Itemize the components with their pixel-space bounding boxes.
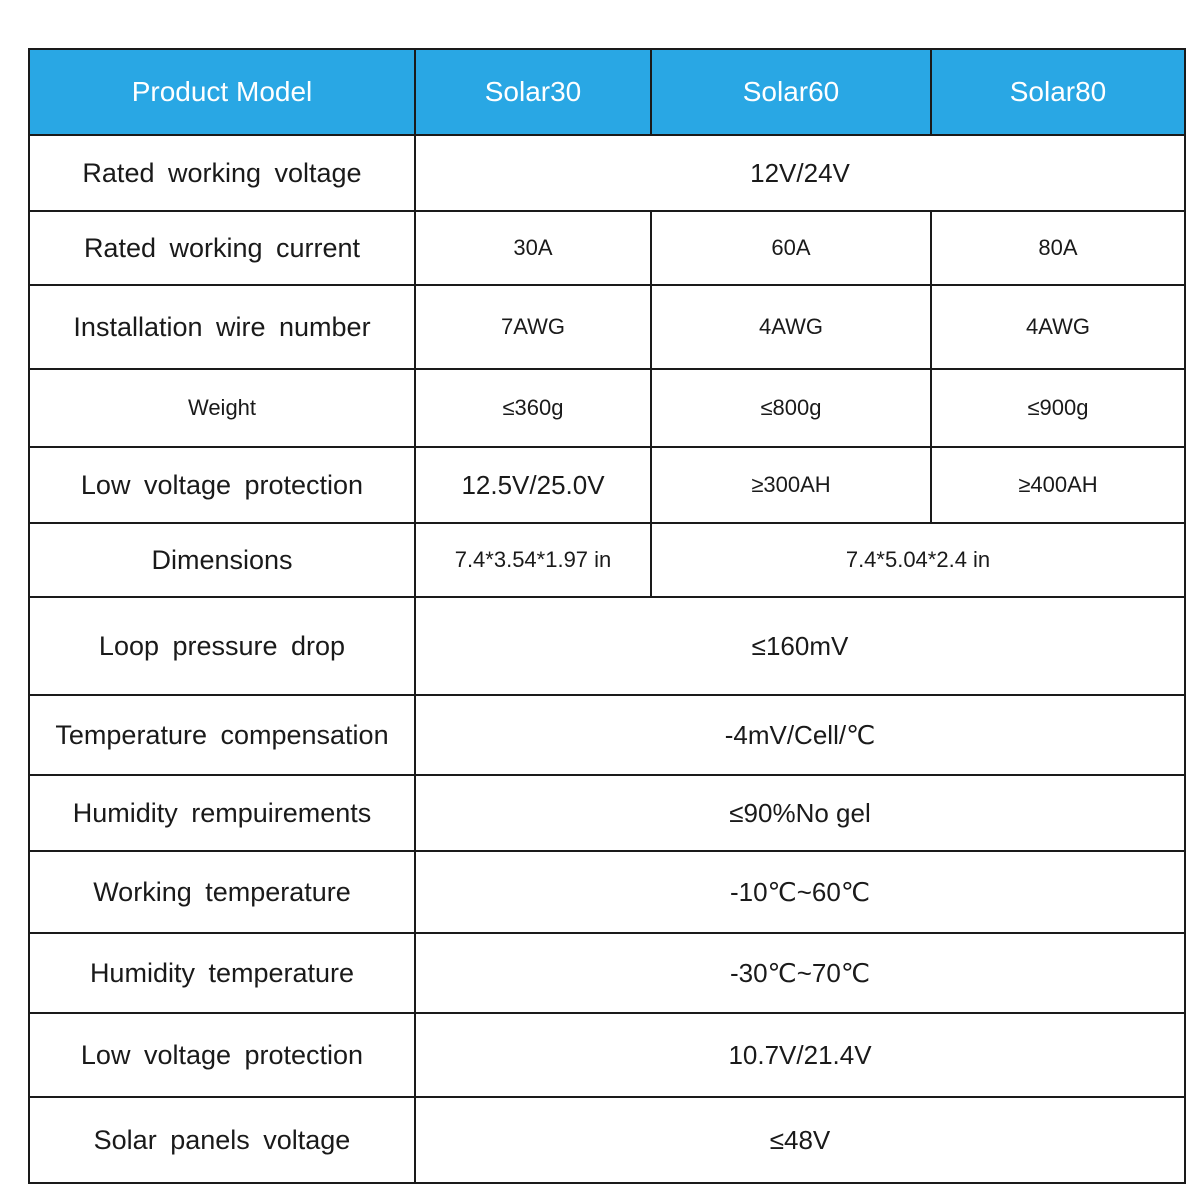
table-row xyxy=(29,369,1185,447)
row-label: Temperature compensation xyxy=(29,695,415,775)
wire-number-solar30: 7AWG xyxy=(415,285,651,369)
row-label: Low voltage protection xyxy=(29,447,415,523)
wire-number-solar80: 4AWG xyxy=(931,285,1185,369)
row-label: Dimensions xyxy=(29,523,415,597)
wire-number-solar60: 4AWG xyxy=(651,285,931,369)
row-label: Working temperature xyxy=(29,851,415,933)
table-row xyxy=(29,211,1185,285)
table-row xyxy=(29,135,1185,211)
rated-current-solar30: 30A xyxy=(415,211,651,285)
row-label: Installation wire number xyxy=(29,285,415,369)
header-model-solar60: Solar60 xyxy=(651,49,931,135)
table-row xyxy=(29,695,1185,775)
table-row xyxy=(29,851,1185,933)
weight-solar80: ≤900g xyxy=(931,369,1185,447)
weight-solar60: ≤800g xyxy=(651,369,931,447)
table-row xyxy=(29,1097,1185,1183)
low-voltage-protection-solar80: ≥400AH xyxy=(931,447,1185,523)
header-product-model: Product Model xyxy=(29,49,415,135)
table-row xyxy=(29,775,1185,851)
header-model-solar30: Solar30 xyxy=(415,49,651,135)
humidity-temperature-value: -30℃~70℃ xyxy=(415,933,1185,1013)
solar-panels-voltage-value: ≤48V xyxy=(415,1097,1185,1183)
table-row xyxy=(29,597,1185,695)
rated-voltage-value: 12V/24V xyxy=(415,135,1185,211)
table-row xyxy=(29,285,1185,369)
table-row xyxy=(29,1013,1185,1097)
rated-current-solar80: 80A xyxy=(931,211,1185,285)
header-model-solar80: Solar80 xyxy=(931,49,1185,135)
table-row xyxy=(29,447,1185,523)
loop-pressure-drop-value: ≤160mV xyxy=(415,597,1185,695)
row-label: Loop pressure drop xyxy=(29,597,415,695)
temperature-compensation-value: -4mV/Cell/℃ xyxy=(415,695,1185,775)
low-voltage-protection-solar30: 12.5V/25.0V xyxy=(415,447,651,523)
dimensions-solar30: 7.4*3.54*1.97 in xyxy=(415,523,651,597)
spec-table xyxy=(28,48,1186,1184)
row-label: Weight xyxy=(29,369,415,447)
rated-current-solar60: 60A xyxy=(651,211,931,285)
low-voltage-protection-solar60: ≥300AH xyxy=(651,447,931,523)
humidity-requirements-value: ≤90%No gel xyxy=(415,775,1185,851)
row-label: Humidity rempuirements xyxy=(29,775,415,851)
weight-solar30: ≤360g xyxy=(415,369,651,447)
row-label: Humidity temperature xyxy=(29,933,415,1013)
table-row xyxy=(29,523,1185,597)
table-row xyxy=(29,933,1185,1013)
header-row xyxy=(29,49,1185,135)
row-label: Rated working voltage xyxy=(29,135,415,211)
working-temperature-value: -10℃~60℃ xyxy=(415,851,1185,933)
row-label: Low voltage protection xyxy=(29,1013,415,1097)
row-label: Solar panels voltage xyxy=(29,1097,415,1183)
row-label: Rated working current xyxy=(29,211,415,285)
low-voltage-protection-2-value: 10.7V/21.4V xyxy=(415,1013,1185,1097)
dimensions-solar60-80: 7.4*5.04*2.4 in xyxy=(651,523,1185,597)
